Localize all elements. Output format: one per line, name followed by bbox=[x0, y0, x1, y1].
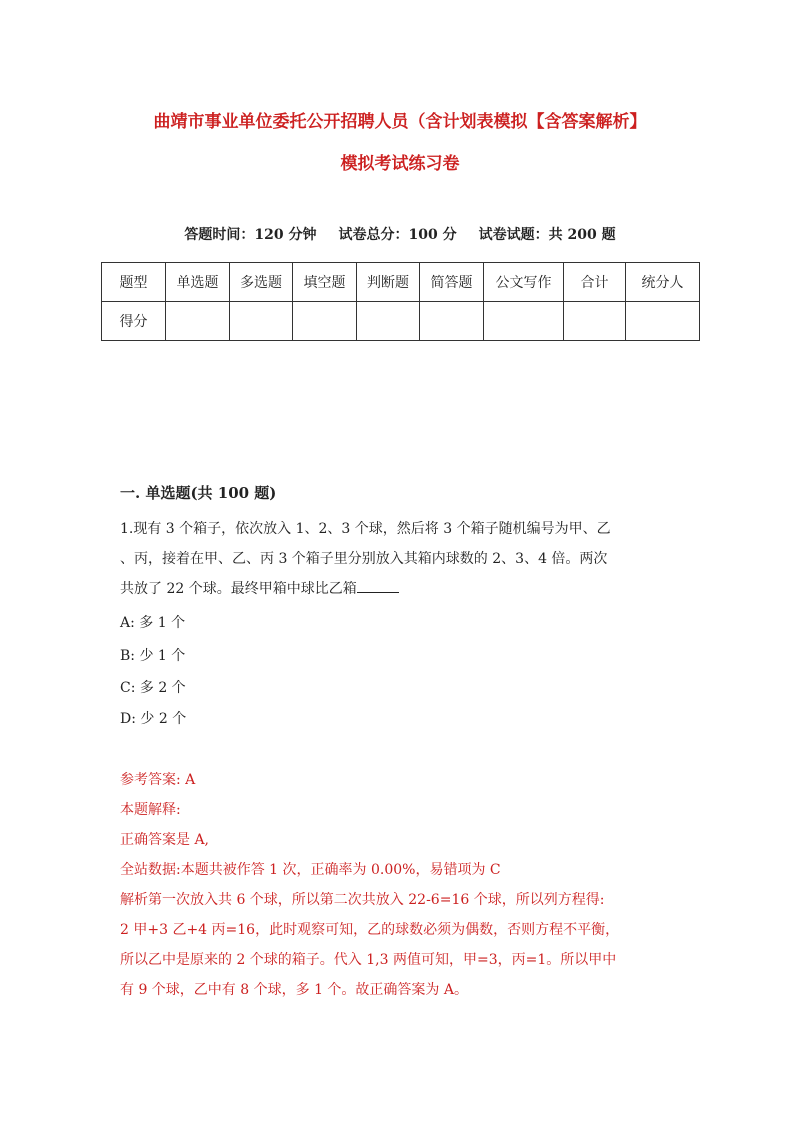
header-cell: 填空题 bbox=[293, 263, 357, 302]
score-cell bbox=[166, 302, 230, 341]
question-line-text: 共放了 22 个球。最终甲箱中球比乙箱 bbox=[120, 581, 357, 597]
question-line bbox=[120, 574, 680, 604]
score-cell bbox=[293, 302, 357, 341]
correct-answer: 正确答案是 A, bbox=[120, 832, 210, 848]
answer-blank bbox=[357, 580, 399, 593]
header-cell: 简答题 bbox=[420, 263, 484, 302]
score-table bbox=[101, 262, 700, 341]
question-text bbox=[120, 514, 680, 604]
exam-time: 答题时间：120 分钟 bbox=[184, 227, 317, 243]
question-line: 、丙，接着在甲、乙、丙 3 个箱子里分别放入其箱内球数的 2、3、4 倍。两次 bbox=[120, 551, 608, 567]
exam-info bbox=[100, 224, 700, 244]
exam-question-count: 试卷试题：共 200 题 bbox=[478, 227, 616, 243]
score-table-score-row bbox=[102, 302, 700, 341]
score-cell bbox=[230, 302, 293, 341]
exam-total-score: 试卷总分：100 分 bbox=[338, 227, 457, 243]
header-cell: 公文写作 bbox=[484, 263, 564, 302]
document-title-line1: 曲靖市事业单位委托公开招聘人员（含计划表模拟【含答案解析】 bbox=[153, 112, 647, 132]
option-a: A: 多 1 个 bbox=[120, 615, 186, 631]
analysis-line: 所以乙中是原来的 2 个球的箱子。代入 1,3 两值可知，甲=3，丙=1。所以甲中 bbox=[120, 952, 617, 968]
score-cell bbox=[420, 302, 484, 341]
answer-stats: 全站数据:本题共被作答 1 次，正确率为 0.00%，易错项为 C bbox=[120, 862, 501, 878]
answer-block bbox=[120, 765, 690, 1005]
analysis-line: 2 甲+3 乙+4 丙=16，此时观察可知，乙的球数必须为偶数，否则方程不平衡， bbox=[120, 922, 620, 938]
header-cell: 多选题 bbox=[230, 263, 293, 302]
document-title-line2: 模拟考试练习卷 bbox=[340, 154, 460, 174]
option-c: C: 多 2 个 bbox=[120, 680, 186, 696]
analysis-line: 解析第一次放入共 6 个球，所以第二次共放入 22-6=16 个球，所以列方程得: bbox=[120, 892, 605, 908]
header-cell: 单选题 bbox=[166, 263, 230, 302]
explanation-label: 本题解释: bbox=[120, 802, 181, 818]
option-b: B: 少 1 个 bbox=[120, 648, 186, 664]
reference-answer: 参考答案: A bbox=[120, 772, 196, 788]
section-title: 一. 单选题(共 100 题) bbox=[120, 484, 277, 502]
option-d: D: 少 2 个 bbox=[120, 711, 187, 727]
score-row-label: 得分 bbox=[102, 302, 166, 341]
header-cell: 合计 bbox=[564, 263, 626, 302]
header-cell: 统分人 bbox=[626, 263, 700, 302]
score-cell bbox=[484, 302, 564, 341]
score-cell bbox=[357, 302, 420, 341]
score-cell bbox=[564, 302, 626, 341]
score-cell bbox=[626, 302, 700, 341]
header-cell: 判断题 bbox=[357, 263, 420, 302]
header-cell: 题型 bbox=[102, 263, 166, 302]
analysis-line: 有 9 个球，乙中有 8 个球，多 1 个。故正确答案为 A。 bbox=[120, 982, 468, 998]
score-table-header-row bbox=[102, 263, 700, 302]
question-line: 1.现有 3 个箱子，依次放入 1、2、3 个球，然后将 3 个箱子随机编号为甲、乙 bbox=[120, 521, 611, 537]
